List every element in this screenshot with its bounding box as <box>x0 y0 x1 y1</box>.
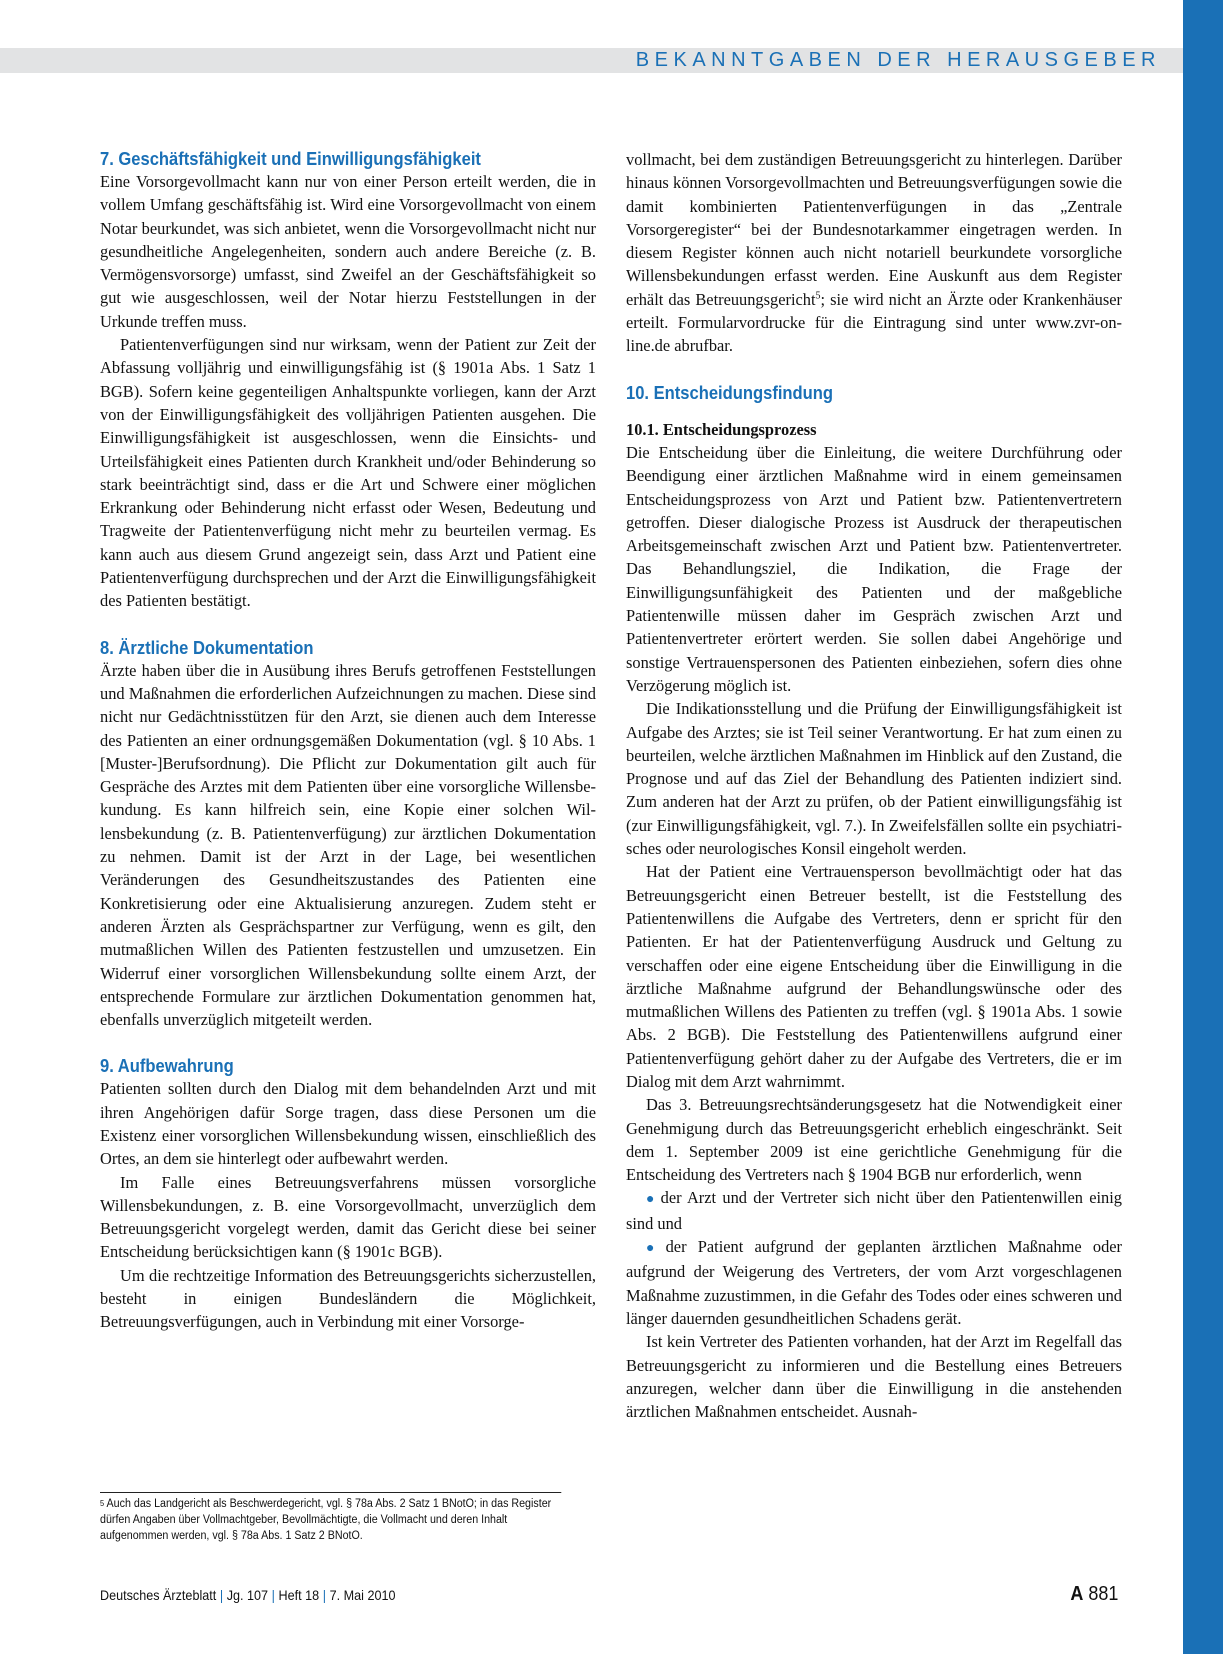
side-color-bar <box>1183 0 1223 1654</box>
right-column <box>626 148 1122 1423</box>
bullet-icon: ● <box>646 1241 662 1257</box>
paragraph: Um die rechtzeitige Information des Betreuungsgerichts sicherzustellen, besteht in einigen Bundesländern die Möglichkeit, Betreuungsverfügungen, auch in Verbindung mit einer Vorsorge- <box>100 1265 596 1332</box>
section-7-heading: 7. Geschäftsfähigkeit und Einwilligungsfähigkeit <box>100 149 481 169</box>
journal-volume: Jg. 107 <box>226 1587 269 1603</box>
paragraph: Die Entscheidung über die Einleitung, die weitere Durchführung oder Beendigung einer ärztlichen Maßnahme wird in einem gemeinsamen Entscheidungsprozess von Arzt und Patient bzw. Patientenvertretern getroffen. Dieser dialogische Prozess ist Ausdruck der therapeutischen Arbeitsgemeinschaft zwischen Arzt und Patient bzw. Patientenvertreter. Das Behandlungsziel, die Indikation, die Frage der Einwilligungsunfähigkeit des Patienten und der maßgebliche Patientenwille müssen daher im Gespräch zwischen Arzt und Patientenvertreter erörtert werden. Sie sollen dabei Angehörige und sonstige Vertrauenspersonen des Patienten einbeziehen, sofern dies ohne Verzögerung möglich ist. <box>626 442 1122 695</box>
footnote-reference[interactable]: 5 <box>815 290 821 302</box>
page-number <box>1070 1583 1118 1606</box>
footnote-number: 5 <box>100 1499 105 1508</box>
paragraph: Patienten sollten durch den Dialog mit dem behandelnden Arzt und mit ihren Angehörigen dafür Sorge tragen, dass diese Personen um die Existenz einer vorsorglichen Willensbekundung wissen, einschließlich des Ortes, an dem sie hinterlegt oder aufbewahrt werden. <box>100 1079 596 1169</box>
bullet-item <box>626 1186 1122 1235</box>
paragraph: Ärzte haben über die in Ausübung ihres Berufs getroffenen Feststellungen und Maßnahmen die erforderlichen Aufzeichnungen zu machen. Diese sind nicht nur Gedächtnisstützen für den Arzt, sie dienen auch dem Interesse des Patienten an einer ordnungsgemäßen Dokumentation (vgl. § 10 Abs. 1 [Muster-]Berufsordnung). Die Pflicht zur Dokumentation gilt auch für Gespräche des Arztes mit dem Patienten über eine vorsorgliche Willensbekundung. Es kann hilfreich sein, eine Kopie einer solchen Willensbekundung (z. B. Patientenverfügung) zur ärztlichen Dokumentation zu nehmen. Damit ist der Arzt in der Lage, bei wesentlichen Veränderungen des Gesundheitszustandes des Patienten eine Konkretisierung oder eine Aktualisierung anzuregen. Zudem steht er anderen Ärzten als Gesprächspartner zur Verfügung, wenn es gilt, den mutmaßlichen Willen des Patienten festzustellen und umzusetzen. Ein Widerruf einer vorsorglichen Willensbekundung sollte einem Arzt, der entsprechende Formulare zur ärztlichen Dokumentation genommen hat, ebenfalls unverzüglich mitgeteilt werden. <box>100 660 596 1030</box>
bullet-text: der Arzt und der Vertreter sich nicht über den Patientenwillen einig sind und <box>626 1188 1122 1233</box>
issue-date: 7. Mai 2010 <box>329 1587 396 1603</box>
journal-name: Deutsches Ärzteblatt <box>100 1587 217 1603</box>
separator: | <box>271 1587 275 1603</box>
section-header-title: BEKANNTGABEN DER HERAUSGEBER <box>635 49 1161 71</box>
left-column <box>100 148 596 1334</box>
page-number-value: 881 <box>1087 1583 1118 1605</box>
paragraph-text: vollmacht, bei dem zuständigen Betreuungsgericht zu hinterlegen. Darüber hinaus können Vorsorgevollmachten und Betreuungsverfügungen sowie die damit kombinierten Patientenverfügungen in das „Zentrale Vorsorgeregister“ bei der Bundesnotarkammer eingetragen werden. In diesem Register können auch nicht notariell beurkundete vorsorgliche Willensbekundungen erfasst werden. Eine Auskunft aus dem Register erhält das Betreuungsgericht <box>626 150 1122 309</box>
section-10-heading: 10. Entscheidungsfindung <box>626 382 834 403</box>
subsection-10-1-heading: 10.1. Entscheidungsprozess <box>626 419 817 439</box>
bullet-icon: ● <box>646 1192 657 1208</box>
separator: | <box>322 1587 327 1603</box>
footnote-text: Auch das Landgericht als Beschwerdegericht, vgl. § 78a Abs. 2 Satz 1 BNotO; in das Register dürfen Angaben über Vollmachtgeber, Bevollmächtigte, die Vollmacht und deren Inhalt aufgenommen werden, vgl. § 78a Abs. 1 Satz 2 BNotO. <box>100 1498 552 1542</box>
paragraph: Die Indikationsstellung und die Prüfung der Einwilligungsfähigkeit ist Aufgabe des Arztes; sie ist Teil seiner Verantwortung. Er hat zum einen zu beurteilen, welche ärztlichen Maßnahmen im Hinblick auf den Zustand, die Prognose und auf das Ziel der Behandlung des Patienten indiziert sind. Zum anderen hat der Arzt zu prüfen, ob der Patient einwilligungsfähig ist (zur Einwilligungsfähigkeit, vgl. 7.). In Zweifelsfällen sollte ein psychiatrisches oder neurologisches Konsil eingeholt werden. <box>626 699 1122 859</box>
journal-issue: Heft 18 <box>278 1587 320 1603</box>
page-prefix: A <box>1069 1583 1083 1605</box>
paragraph-text: ; sie wird nicht an Ärzte oder Krankenhäuser erteilt. Formularvordrucke für die Eintragung sind unter www.zvr-online.de abrufbar. <box>626 289 1122 356</box>
separator: | <box>219 1587 224 1603</box>
paragraph: Ist kein Vertreter des Patienten vorhanden, hat der Arzt im Regelfall das Betreuungsgericht zu informieren und die Bestellung eines Betreuers anzuregen, welcher dann über die Einwilligung in die anstehenden ärztlichen Maßnahmen entscheidet. Ausnah- <box>626 1332 1122 1422</box>
bullet-text: der Patient aufgrund der geplanten ärztlichen Maßnahme oder aufgrund der Weigerung des Vertreters, der vom Arzt vorgeschlagenen Maßnahme zuzustimmen, in die Gefahr des Todes oder eines schweren und länger dauernden gesundheitlichen Schadens gerät. <box>626 1237 1122 1328</box>
bullet-item <box>626 1235 1122 1330</box>
footnote <box>100 1492 561 1544</box>
paragraph: Das 3. Betreuungsrechtsänderungsgesetz hat die Notwendigkeit einer Genehmigung durch das Betreuungsgericht erheblich eingeschränkt. Seit dem 1. September 2009 ist eine gerichtliche Genehmigung für die Entscheidung des Vertreters nach § 1904 BGB nur erforderlich, wenn <box>626 1095 1122 1185</box>
footer-citation <box>100 1587 396 1603</box>
paragraph: Hat der Patient eine Vertrauensperson bevollmächtigt oder hat das Betreuungsgericht einen Betreuer bestellt, ist die Feststellung des Patientenwillens die Aufgabe des Vertreters, denn er spricht für den Patienten. Er hat der Patientenverfügung Ausdruck und Geltung zu verschaffen oder eine eigene Entscheidung über die Einwilligung in die ärztliche Maßnahme aufgrund der Behandlungswünsche oder des mutmaßlichen Willens des Patienten zu treffen (vgl. § 1901a Abs. 1 sowie Abs. 2 BGB). Die Feststellung des Patientenwillens aufgrund einer Patientenverfügung gehört daher zu der Aufgabe des Vertreters, die er im Dialog mit dem Arzt wahrnimmt. <box>626 862 1122 1091</box>
paragraph: Eine Vorsorgevollmacht kann nur von einer Person erteilt werden, die in vollem Umfang geschäftsfähig ist. Wird eine Vorsorgevollmacht von einem Notar beurkundet, was sich anbietet, wenn die Vorsorgevollmacht nicht nur gesundheitliche Angelegenheiten, sondern auch andere Bereiche (z. B. Vermögensvorsorge) umfasst, sind Zweifel an der Geschäftsfähigkeit so gut wie ausgeschlossen, weil der Notar hierzu Feststellungen in der Urkunde treffen muss. <box>100 172 596 331</box>
paragraph <box>626 148 1122 358</box>
section-8-heading: 8. Ärztliche Dokumentation <box>100 637 314 658</box>
paragraph: Im Falle eines Betreuungsverfahrens müssen vorsorgliche Willensbekundungen, z. B. eine Vorsorgevollmacht, unverzüglich dem Betreuungsgericht vorgelegt werden, damit das Gericht diese bei seiner Entscheidung berücksichtigen kann (§ 1901c BGB). <box>100 1172 596 1262</box>
section-9-heading: 9. Aufbewahrung <box>100 1056 234 1077</box>
paragraph: Patientenverfügungen sind nur wirksam, wenn der Patient zur Zeit der Abfassung volljährig und einwilligungsfähig ist (§ 1901a Abs. 1 Satz 1 BGB). Sofern keine gegenteiligen Anhaltspunkte vorliegen, kann der Arzt von der Einwilligungsfähigkeit des volljährigen Patienten ausgehen. Die Einwilligungsfähigkeit ist ausgeschlossen, wenn die Einsichts- und Urteilsfähigkeit eines Patienten durch Krankheit und/oder Behinderung so stark beeinträchtigt sind, dass er die Art und Schwere einer möglichen Erkrankung oder Behinderung nicht erfasst oder Wesen, Bedeutung und Tragweite der Patientenverfügung nicht mehr zu beurteilen vermag. Es kann auch aus diesem Grund angezeigt sein, dass Arzt und Patient eine Patientenverfügung durchsprechen und der Arzt die Einwilligungsfähigkeit des Patienten bestätigt. <box>100 335 596 611</box>
page-footer <box>100 1583 1118 1609</box>
